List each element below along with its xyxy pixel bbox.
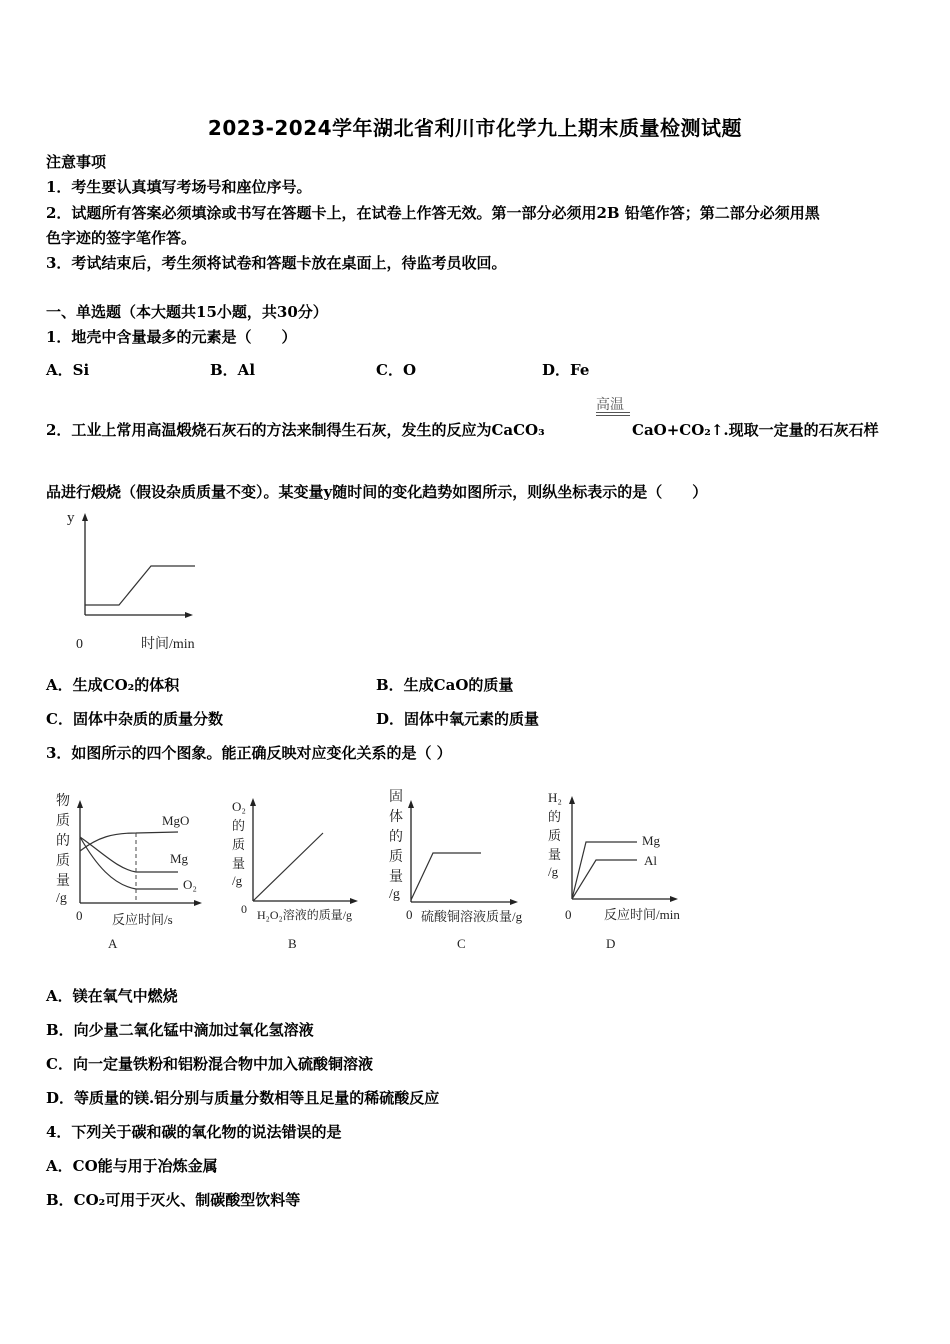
q3-a-y-arrow [77,800,83,808]
notice-item-2-cont: 色字迹的签字笔作答。 [46,229,197,247]
q2-graph [55,505,225,657]
q3-b-origin: 0 [241,902,247,916]
q2-y-label: y [67,510,75,526]
notice-heading: 注意事项 [46,153,107,171]
q3-a-letter: A [108,936,118,951]
q3-c-origin: 0 [406,907,413,922]
q3-d-letter: D [606,936,616,951]
q2-option-a: A．生成CO₂的体积 [46,676,180,694]
q3-b-y-arrow [250,798,256,806]
q4-option-a: A．CO能与用于冶炼金属 [46,1157,218,1175]
notice-item-1: 1．考生要认真填写考场号和座位序号。 [46,178,312,196]
q3-a-curve-o2 [80,837,178,889]
q3-b-xlabel: H₂O₂溶液的质量/g [257,908,353,922]
q2-option-d: D．固体中氧元素的质量 [376,710,540,728]
section-heading: 一、单选题（本大题共15小题，共30分） [46,303,328,321]
q2-stem-b: CaO+CO₂↑.现取一定量的石灰石样 [632,421,879,439]
q2-equals-line-1 [596,412,630,413]
q3-option-d: D．等质量的镁.铝分别与质量分数相等且足量的稀硫酸反应 [46,1089,440,1107]
notice-item-2: 2．试题所有答案必须填涂或书写在答题卡上，在试卷上作答无效。第一部分必须用2B 铅笔作答；第二部分必须用黑 [46,204,820,222]
q3-c-y-arrow [408,800,414,808]
q2-origin: 0 [76,637,83,652]
q3-b-letter: B [288,936,297,951]
q3-graph-b [226,785,376,955]
q3-d-xlabel: 反应时间/min [604,907,680,922]
q3-a-x-arrow [194,900,202,906]
q3-b-x-arrow [350,898,358,904]
q3-a-label-mgo: MgO [162,813,190,828]
q1-option-d: D．Fe [542,361,590,379]
q1-option-c: C．O [376,361,417,379]
q2-x-label: 时间/min [141,637,195,652]
q1-stem: 1．地壳中含量最多的元素是（ ） [46,328,297,346]
q3-a-origin: 0 [76,908,83,923]
q3-d-y-arrow [569,796,575,804]
q2-option-c: C．固体中杂质的质量分数 [46,710,223,728]
q2-equals-line-2 [596,415,630,416]
q3-graph-d [544,785,704,955]
q3-graph-c-ylabel: 固 体 的 质 量 /g [389,790,403,902]
q3-graph-d-ylabel: H₂ 的 质 量 /g [548,790,562,879]
q2-stem-c: 品进行煅烧（假设杂质质量不变）。某变量y随时间的变化趋势如图所示，则纵坐标表示的是（ ） [46,483,708,501]
q3-d-curve-al [572,860,637,899]
q3-option-c: C．向一定量铁粉和铝粉混合物中加入硫酸铜溶液 [46,1055,373,1073]
q3-graph-a [48,785,218,955]
q2-option-b: B．生成CaO的质量 [376,676,514,694]
q3-graph-b-ylabel: O₂ 的 质 量 /g [232,799,246,888]
q2-curve [85,566,195,605]
q2-x-arrow [185,612,193,618]
q3-option-b: B．向少量二氧化锰中滴加过氧化氢溶液 [46,1021,314,1039]
q2-reaction-condition: 高温 [596,397,624,413]
q3-d-label-mg: Mg [642,833,661,848]
notice-item-3: 3．考试结束后，考生须将试卷和答题卡放在桌面上，待监考员收回。 [46,254,507,272]
q2-y-arrow [82,513,88,521]
q3-d-origin: 0 [565,907,572,922]
q3-graph-a-ylabel: 物 质 的 质 量 /g [56,794,70,906]
q3-d-x-arrow [670,896,678,902]
q3-a-label-mg: Mg [170,851,189,866]
q3-b-curve [253,833,323,901]
q3-d-label-al: Al [644,853,657,868]
q3-graph-c [384,785,544,955]
q3-c-letter: C [457,936,466,951]
q3-a-curve-mg [80,837,178,872]
q3-a-xlabel: 反应时间/s [112,912,173,927]
q1-option-b: B．Al [210,361,256,379]
q3-a-label-o2: O₂ [183,877,197,892]
page-title: 2023-2024学年湖北省利川市化学九上期末质量检测试题 [207,116,743,140]
q3-stem: 3．如图所示的四个图象。能正确反映对应变化关系的是（ ） [46,744,452,762]
q3-c-x-arrow [510,899,518,905]
q3-option-a: A．镁在氧气中燃烧 [46,987,178,1005]
q3-d-curve-mg [572,842,637,899]
q3-c-xlabel: 硫酸铜溶液质量/g [421,909,523,924]
q4-option-b: B．CO₂可用于灭火、制碳酸型饮料等 [46,1191,301,1209]
q2-stem-a: 2．工业上常用高温煅烧石灰石的方法来制得生石灰，发生的反应为CaCO₃ [46,421,545,439]
q1-option-a: A．Si [46,361,90,379]
q3-c-curve [411,853,481,900]
q4-stem: 4．下列关于碳和碳的氧化物的说法错误的是 [46,1123,342,1141]
